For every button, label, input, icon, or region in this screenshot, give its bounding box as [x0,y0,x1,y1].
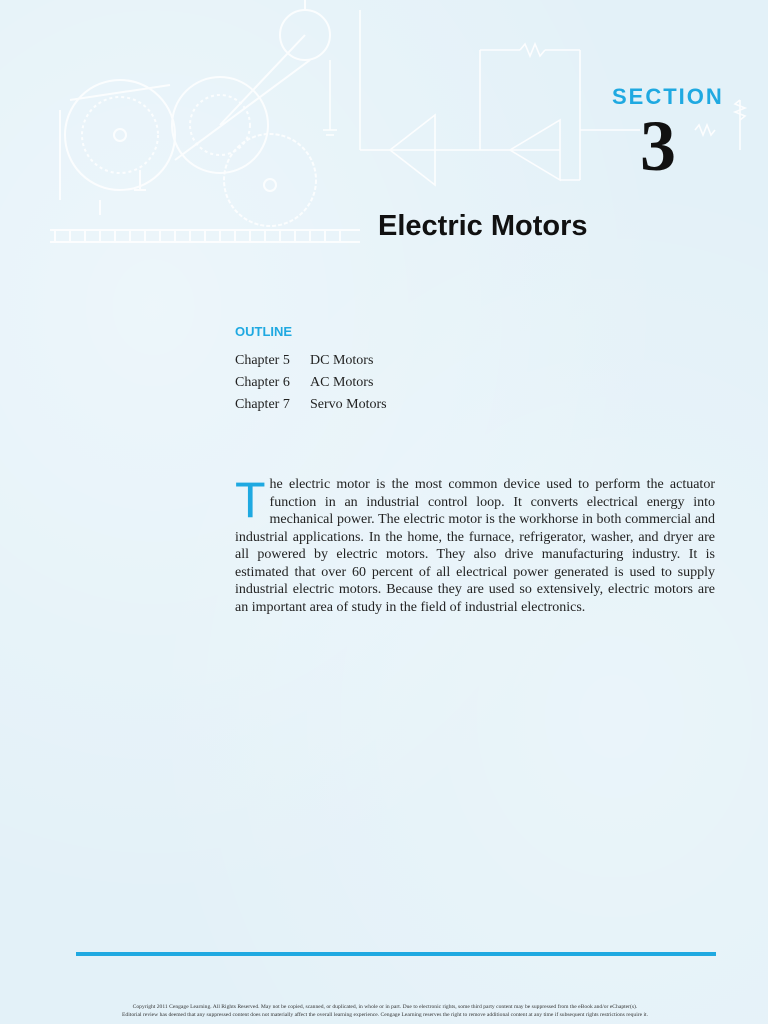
copyright-notice [40,1004,730,1019]
bottom-rule [76,952,716,956]
outline-heading: OUTLINE [235,324,293,339]
outline-item [235,394,535,416]
intro-paragraph [235,472,715,616]
outline-chapter-title: Servo Motors [310,397,387,412]
section-title: Electric Motors [378,210,588,242]
outline-list [235,350,535,416]
drop-cap: T [235,472,266,528]
outline-chapter-title: AC Motors [310,375,374,390]
section-number: 3 [640,106,676,186]
outline-item [235,372,535,394]
outline-chapter-number: Chapter 5 [235,353,290,368]
machinery-illustration [50,0,360,242]
outline-chapter-title: DC Motors [310,353,374,368]
outline-chapter-number: Chapter 6 [235,375,290,390]
intro-text: he electric motor is the most common device used to perform the actuator function in an industrial control loop. It converts electrical energy into mechanical power. The electric motor is the workhorse in both commercial and industrial applications. In the home, the furnace, refrigerator, washer, and dryer are all powered by electric motors. They also drive manufacturing industry. It is estimated that over 60 percent of all electrical power generated is used to supply industrial electric motors. Because they are used so extensively, electric motors are an important area of study in the field of industrial electronics. [235,477,715,615]
copyright-line-2: Editorial review has deemed that any suppressed content does not materially affect the overall learning experience. Cengage Learning reserves the right to remove additional content at any time if subsequent rights restrictions require it. [122,1011,648,1018]
section-label: SECTION [612,84,724,109]
outline-chapter-number: Chapter 7 [235,397,290,412]
outline-item [235,350,535,372]
copyright-line-1: Copyright 2011 Cengage Learning. All Rights Reserved. May not be copied, scanned, or duplicated, in whole or in part. Due to electronic rights, some third party content may be suppressed from the eBook and/or eChapter(s). [132,1004,638,1010]
